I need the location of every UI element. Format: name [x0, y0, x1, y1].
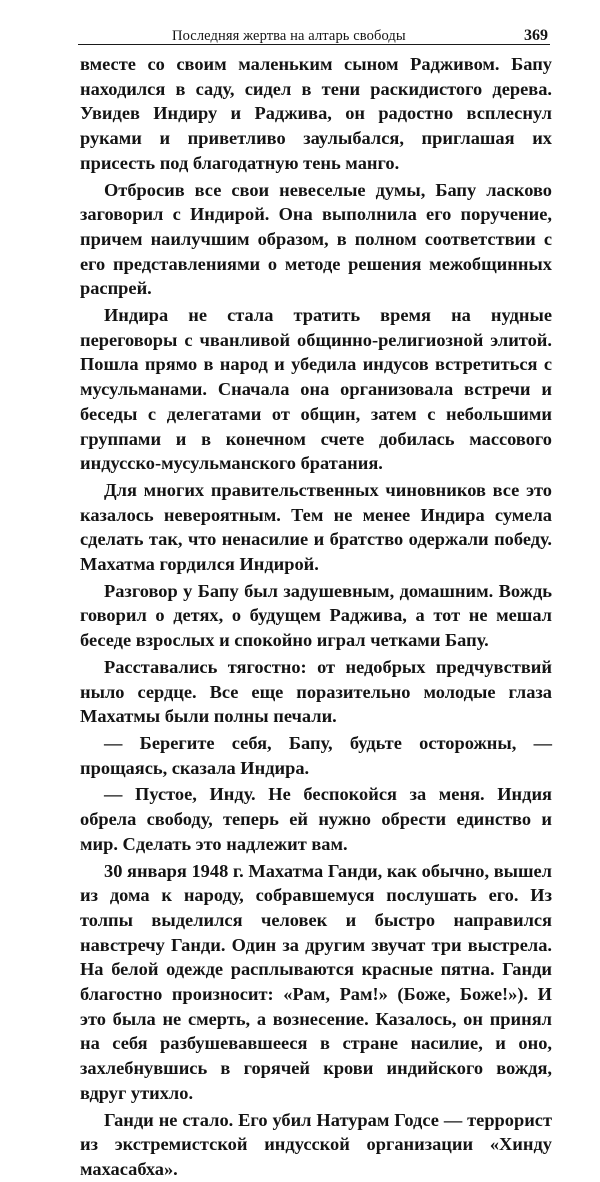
paragraph-continued: вместе со своим маленьким сыном Радживом. Бапу находился в саду, сидел в тени раскидистого дерева. Увидев Индиру и Раджива, он радостно всплеснул руками и приветливо заулыбался, приглашая их присесть под благодатную тень манго. — [80, 54, 552, 173]
paragraph: 30 января 1948 г. Махатма Ганди, как обычно, вышел из дома к народу, собравшемуся послушать его. Из толпы выделился человек и быстро направился навстречу Ганди. Один за другим звучат три выстрела. На белой одежде расплываются красные пятна. Ганди благостно произносит: «Рам, Рам!» (Боже, Боже!»). И это была не смерть, а вознесение. Казалось, он принял на себя разбушевавшееся в стране насилие, и оно, захлебнувшись в горячей крови индийского вождя, вдруг утихло. — [80, 860, 552, 1103]
paragraph: Разговор у Бапу был задушевным, домашним. Вождь говорил о детях, о будущем Раджива, а тот не мешал беседе взрослых и спокойно играл четками Бапу. — [80, 580, 552, 651]
running-header — [78, 10, 578, 44]
dialogue-line: — Пустое, Инду. Не беспокойся за меня. Индия обрела свободу, теперь ей нужно обрести единство и мир. Сделать это надлежит вам. — [80, 784, 552, 854]
header-rule — [78, 44, 550, 45]
paragraph: Для многих правительственных чиновников все это казалось невероятным. Тем не менее Индира сумела сделать так, что ненасилие и братство одержали победу. Махатма гордился Индирой. — [80, 479, 552, 575]
dialogue-line: — Берегите себя, Бапу, будьте осторожны, — прощаясь, сказала Индира. — [80, 732, 552, 778]
running-title: Последняя жертва на алтарь свободы — [172, 28, 406, 44]
body-text — [80, 52, 552, 1182]
paragraph: Отбросив все свои невеселые думы, Бапу ласково заговорил с Индирой. Она выполнила его поручение, причем наилучшим образом, в полном соответствии с его представлениями о методе решения межобщинных распрей. — [80, 179, 552, 299]
paragraph: Ганди не стало. Его убил Натурам Годсе — террорист из экстремистской индусской организации «Хинду махасабха». — [80, 1109, 552, 1179]
paragraph: Расставались тягостно: от недобрых предчувствий ныло сердце. Все еще поразительно молодые глаза Махатмы были полны печали. — [80, 656, 552, 727]
paragraph: Индира не стала тратить время на нудные переговоры с чванливой общинно-религиозной элитой. Пошла прямо в народ и убедила индусов встретиться с мусульманами. Сначала она организовала встречи и беседы с делегатами от общин, затем с небольшими группами и в конечном счете добилась массового индусско-мусульманского братания. — [80, 305, 552, 474]
page-number: 369 — [524, 27, 548, 44]
